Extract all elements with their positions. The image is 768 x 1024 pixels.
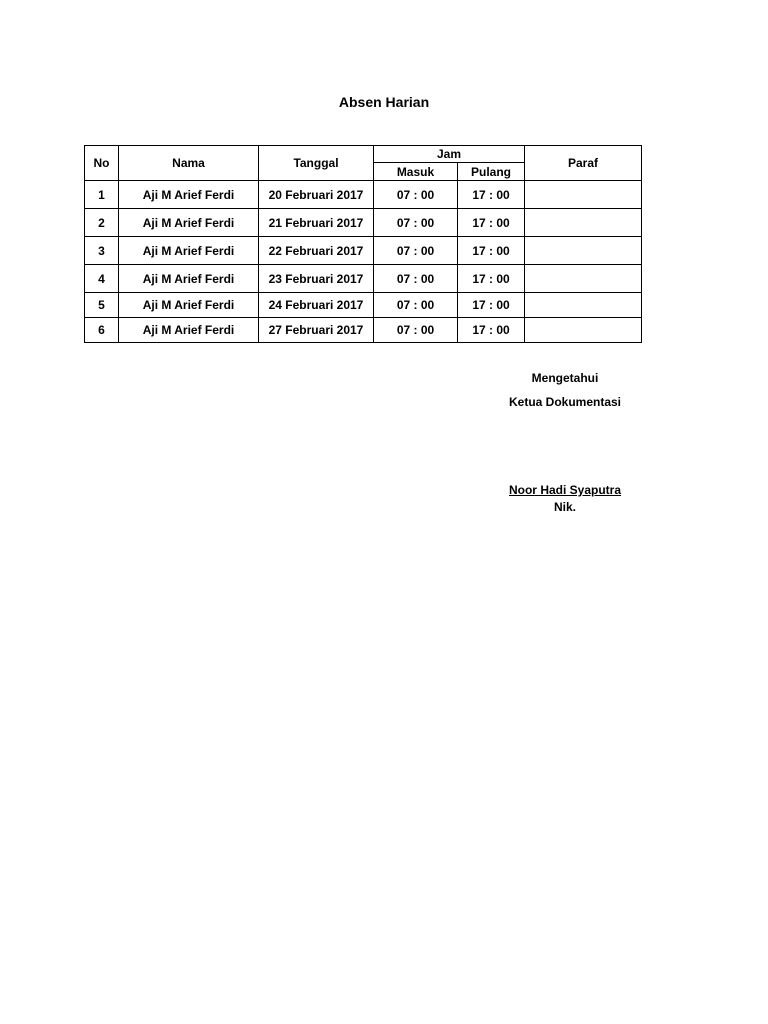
cell-tanggal: 21 Februari 2017: [259, 209, 374, 237]
header-no: No: [85, 146, 119, 181]
cell-paraf: [525, 181, 642, 209]
cell-masuk: 07 : 00: [374, 318, 458, 343]
cell-no: 4: [85, 265, 119, 293]
table-row: [85, 209, 642, 237]
cell-paraf: [525, 209, 642, 237]
signature-position-label: Ketua Dokumentasi: [508, 395, 622, 409]
cell-masuk: 07 : 00: [374, 181, 458, 209]
header-jam: Jam: [374, 146, 525, 163]
cell-pulang: 17 : 00: [458, 318, 525, 343]
cell-pulang: 17 : 00: [458, 265, 525, 293]
cell-nama: Aji M Arief Ferdi: [119, 318, 259, 343]
cell-nama: Aji M Arief Ferdi: [119, 209, 259, 237]
cell-nama: Aji M Arief Ferdi: [119, 265, 259, 293]
table-header-row: [85, 146, 642, 163]
cell-no: 5: [85, 293, 119, 318]
table-row: [85, 293, 642, 318]
header-pulang: Pulang: [458, 163, 525, 181]
cell-nama: Aji M Arief Ferdi: [119, 293, 259, 318]
cell-paraf: [525, 318, 642, 343]
cell-no: 3: [85, 237, 119, 265]
header-masuk: Masuk: [374, 163, 458, 181]
cell-pulang: 17 : 00: [458, 181, 525, 209]
document-title: Absen Harian: [338, 94, 430, 110]
table-row: [85, 265, 642, 293]
table-row: [85, 318, 642, 343]
cell-masuk: 07 : 00: [374, 209, 458, 237]
cell-paraf: [525, 265, 642, 293]
cell-no: 2: [85, 209, 119, 237]
cell-paraf: [525, 237, 642, 265]
header-tanggal: Tanggal: [259, 146, 374, 181]
cell-no: 1: [85, 181, 119, 209]
cell-masuk: 07 : 00: [374, 293, 458, 318]
cell-pulang: 17 : 00: [458, 237, 525, 265]
cell-nama: Aji M Arief Ferdi: [119, 237, 259, 265]
attendance-table: [84, 145, 642, 343]
table-row: [85, 237, 642, 265]
signature-name: Noor Hadi Syaputra: [508, 483, 622, 497]
cell-tanggal: 22 Februari 2017: [259, 237, 374, 265]
signature-nik: Nik.: [553, 500, 576, 514]
cell-tanggal: 20 Februari 2017: [259, 181, 374, 209]
cell-masuk: 07 : 00: [374, 265, 458, 293]
table-row: [85, 181, 642, 209]
cell-masuk: 07 : 00: [374, 237, 458, 265]
header-paraf: Paraf: [525, 146, 642, 181]
cell-tanggal: 24 Februari 2017: [259, 293, 374, 318]
cell-pulang: 17 : 00: [458, 209, 525, 237]
cell-no: 6: [85, 318, 119, 343]
cell-pulang: 17 : 00: [458, 293, 525, 318]
header-nama: Nama: [119, 146, 259, 181]
cell-tanggal: 23 Februari 2017: [259, 265, 374, 293]
cell-paraf: [525, 293, 642, 318]
cell-tanggal: 27 Februari 2017: [259, 318, 374, 343]
cell-nama: Aji M Arief Ferdi: [119, 181, 259, 209]
signature-acknowledge-label: Mengetahui: [531, 371, 599, 385]
